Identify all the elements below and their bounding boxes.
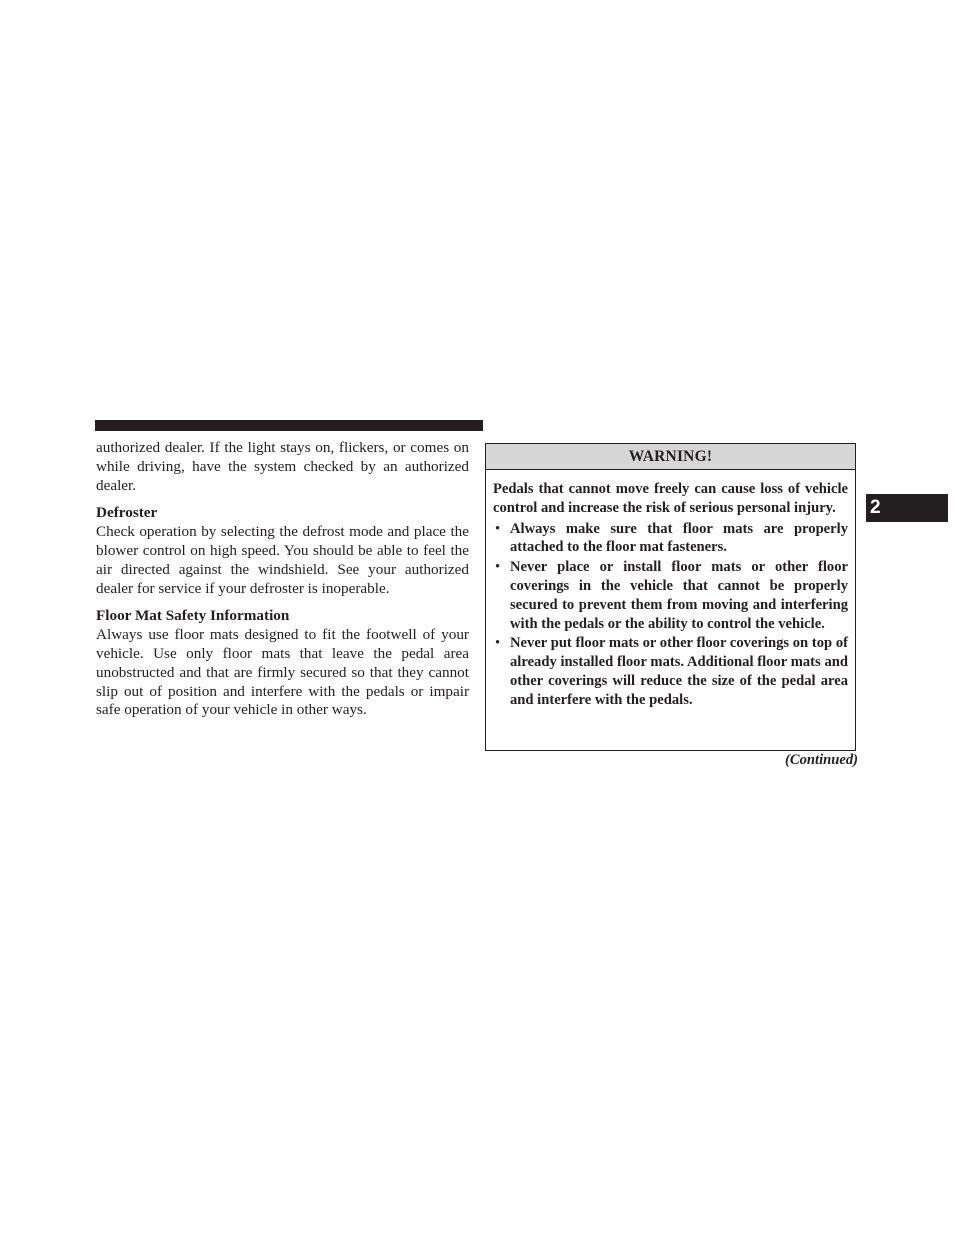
bullet-icon: • [495, 635, 501, 652]
warning-intro: Pedals that cannot move freely can cause loss of vehicle control and increase the risk of serious personal injury. [493, 481, 848, 516]
warning-item-text: Never place or install floor mats or other floor coverings in the vehicle that cannot be properly secured to prevent them from moving and interfering with the pedals or the ability to control the vehicle. [510, 559, 848, 632]
defroster-paragraph: Check operation by selecting the defrost mode and place the blower control on high speed. You should be able to feel the air directed against the windshield. See your authorized dealer for service if your defroster is inoperable. [96, 523, 469, 597]
warning-item-text: Never put floor mats or other floor coverings on top of already installed floor mats. Additional floor mats and other coverings will reduce the size of the pedal area and interfere with the pedals. [510, 635, 848, 708]
bullet-icon: • [495, 559, 501, 576]
left-column [96, 439, 469, 720]
warning-body [486, 470, 855, 710]
section-rule [95, 420, 483, 431]
warning-list [493, 520, 848, 710]
floor-mat-paragraph: Always use floor mats designed to fit the footwell of your vehicle. Use only floor mats that leave the pedal area unobstructed and that are firmly secured so that they cannot slip out of position and interfere with the pedals or impair safe operation of your vehicle in other ways. [96, 626, 469, 719]
bullet-icon: • [495, 520, 501, 537]
warning-title: WARNING! [486, 444, 855, 470]
warning-item-text: Always make sure that floor mats are properly attached to the floor mat fasteners. [510, 520, 848, 556]
chapter-tab: 2 [866, 494, 948, 522]
warning-item [493, 558, 848, 633]
continued-label: (Continued) [785, 752, 858, 768]
warning-box [485, 443, 856, 751]
warning-item [493, 634, 848, 709]
defroster-heading: Defroster [96, 504, 158, 522]
warning-item [493, 520, 848, 558]
floor-mat-heading: Floor Mat Safety Information [96, 607, 290, 625]
intro-paragraph: authorized dealer. If the light stays on, flickers, or comes on while driving, have the system checked by an authorized dealer. [96, 439, 469, 494]
